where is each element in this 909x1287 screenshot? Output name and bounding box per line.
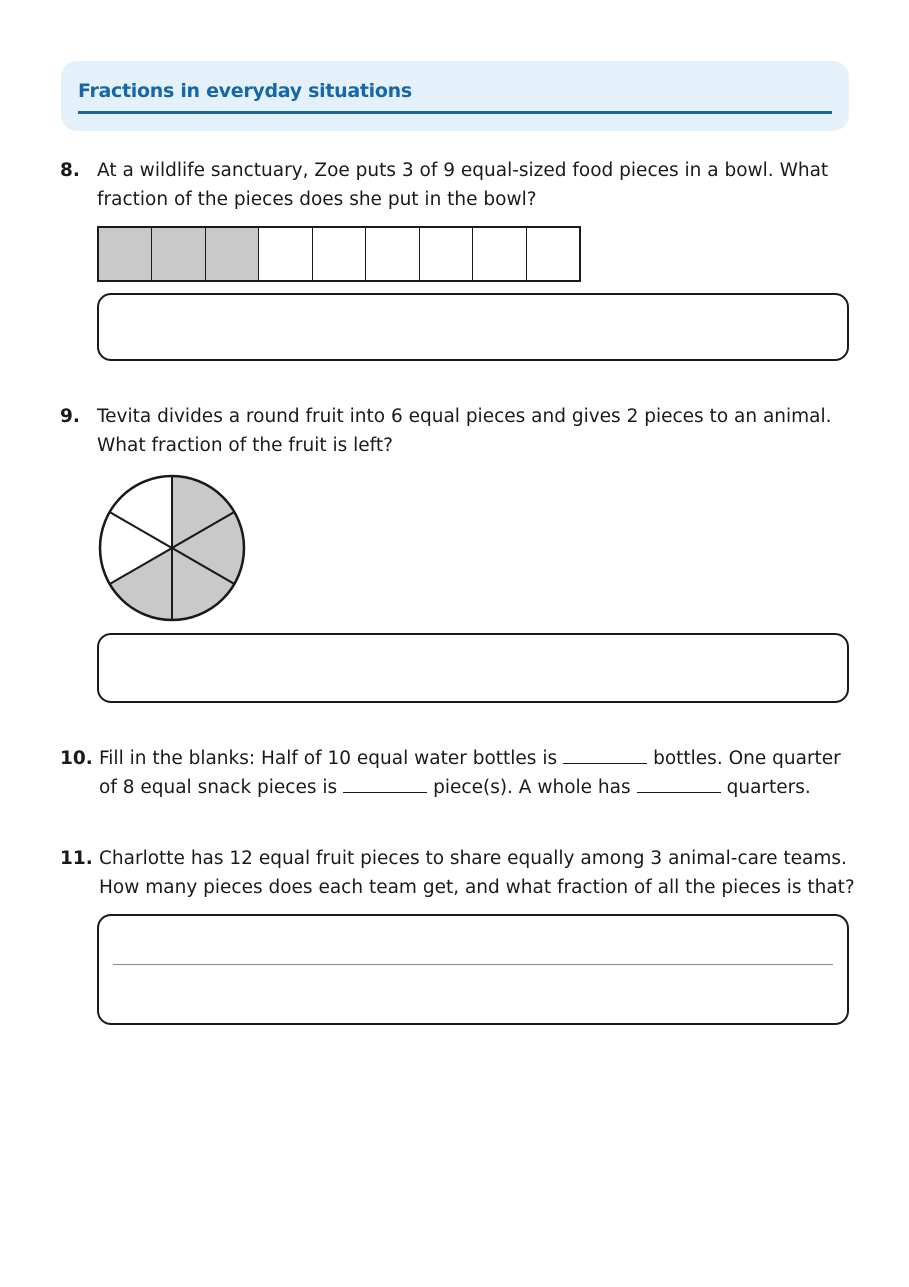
question-line: Charlotte has 12 equal fruit pieces to share equally among 3 animal-care teams. bbox=[99, 848, 847, 869]
fill-blank[interactable] bbox=[343, 774, 427, 793]
answer-box-8[interactable] bbox=[97, 293, 849, 361]
question-fragment: quarters. bbox=[726, 777, 811, 798]
question-line bbox=[99, 773, 841, 802]
question-line: fraction of the pieces does she put in the bowl? bbox=[97, 189, 537, 210]
fill-blank[interactable] bbox=[563, 745, 647, 764]
question-number: 9. bbox=[60, 406, 80, 427]
answer-box-11[interactable] bbox=[97, 914, 849, 1025]
strip-cell bbox=[366, 228, 419, 280]
fill-blank[interactable] bbox=[637, 774, 721, 793]
question-number: 10. bbox=[60, 748, 93, 769]
question-line: Tevita divides a round fruit into 6 equal pieces and gives 2 pieces to an animal. bbox=[97, 406, 832, 427]
question-line: What fraction of the fruit is left? bbox=[97, 435, 393, 456]
question-text bbox=[99, 744, 841, 802]
section-title: Fractions in everyday situations bbox=[78, 80, 412, 102]
strip-cell-shaded bbox=[99, 228, 152, 280]
question-fragment: Fill in the blanks: Half of 10 equal water bottles is bbox=[99, 748, 558, 769]
question-text bbox=[97, 402, 832, 460]
strip-cell bbox=[473, 228, 526, 280]
question-number: 8. bbox=[60, 160, 80, 181]
fraction-pie bbox=[98, 473, 246, 623]
strip-cell bbox=[313, 228, 366, 280]
question-text bbox=[99, 844, 855, 902]
strip-cell-shaded bbox=[206, 228, 259, 280]
header-divider bbox=[78, 111, 832, 114]
answer-box-9[interactable] bbox=[97, 633, 849, 703]
question-line: How many pieces does each team get, and what fraction of all the pieces is that? bbox=[99, 877, 855, 898]
fraction-strip bbox=[97, 226, 581, 282]
question-text bbox=[97, 156, 828, 214]
question-line: At a wildlife sanctuary, Zoe puts 3 of 9 equal-sized food pieces in a bowl. What bbox=[97, 160, 829, 181]
strip-cell bbox=[259, 228, 312, 280]
section-header bbox=[61, 61, 849, 131]
question-fragment: of 8 equal snack pieces is bbox=[99, 777, 338, 798]
strip-cell bbox=[420, 228, 473, 280]
question-fragment: bottles. One quarter bbox=[653, 748, 841, 769]
strip-cell bbox=[527, 228, 579, 280]
strip-cell-shaded bbox=[152, 228, 205, 280]
question-number: 11. bbox=[60, 848, 93, 869]
question-line bbox=[99, 744, 841, 773]
question-fragment: piece(s). A whole has bbox=[433, 777, 631, 798]
writing-line bbox=[113, 964, 833, 965]
